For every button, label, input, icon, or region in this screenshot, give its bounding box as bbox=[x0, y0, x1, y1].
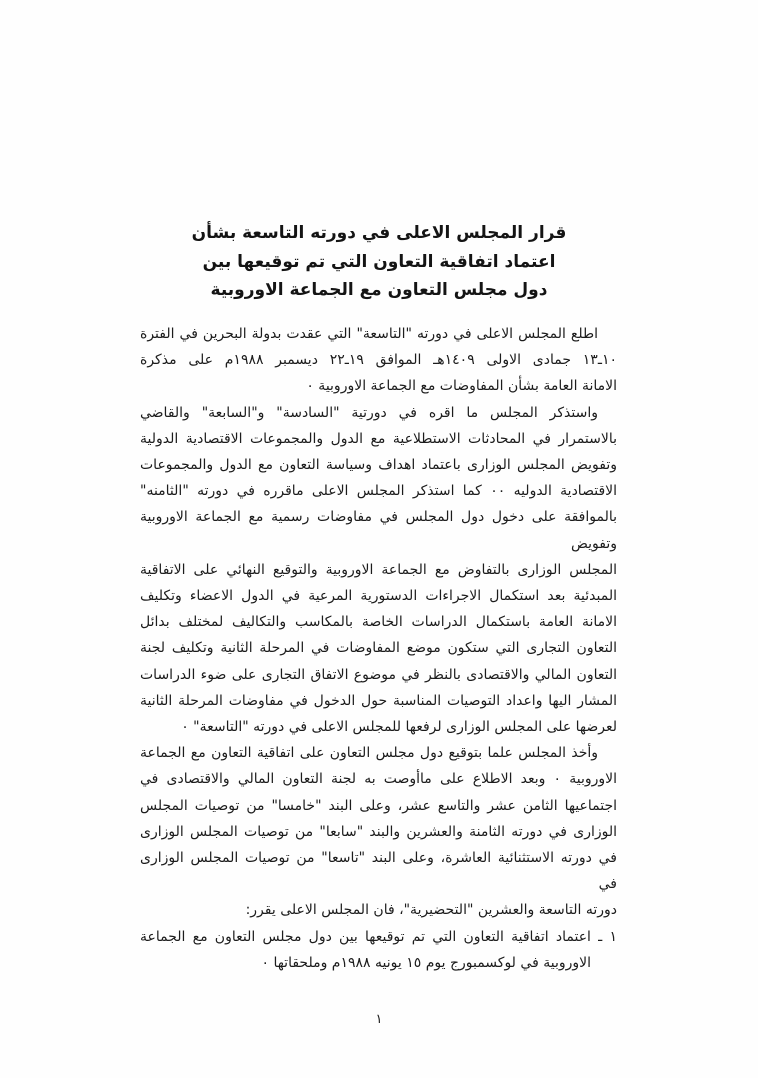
text-line: الاوروبية ٠ وبعد الاطلاع على ماأوصت به لجنة التعاون المالي والاقتصادى في bbox=[140, 771, 618, 788]
text-line: ١ ـ اعتماد اتفاقية التعاون التي تم توقيعها بين دول مجلس التعاون مع الجماعة bbox=[140, 928, 617, 945]
text-line: التعاون التجارى التي ستكون موضع المفاوضات في المرحلة الثانية وتكليف لجنة bbox=[140, 640, 617, 657]
text-line: الوزارى في دورته الثامنة والعشرين والبند "سابعا" من توصيات المجلس الوزارى bbox=[140, 823, 617, 840]
title-line-2: اعتماد اتفاقية التعاون التي تم توقيعها بين bbox=[202, 251, 556, 272]
title-line-1: قرار المجلس الاعلى في دورته التاسعة بشأن bbox=[191, 223, 567, 243]
text-line: اطلع المجلس الاعلى في دورته "التاسعة" التي عقدت بدولة البحرين في الفترة bbox=[140, 326, 598, 342]
text-line: المبدئية بعد استكمال الاجراءات الدستورية المرعية في الدول الاعضاء وتكليف bbox=[140, 588, 617, 605]
document-title bbox=[0, 219, 758, 305]
decision-item-1 bbox=[140, 924, 617, 976]
text-line: لعرضها على المجلس الوزارى لرفعها للمجلس الاعلى في دورته "التاسعة" ٠ bbox=[181, 719, 617, 736]
paragraph-opening bbox=[140, 321, 617, 400]
text-line: دورته التاسعة والعشرين "التحضيرية"، فان المجلس الاعلى يقرر: bbox=[245, 902, 617, 919]
text-line: في دورته الاستثنائية العاشرة، وعلى البند "تاسعا" من توصيات المجلس الوزارى في bbox=[140, 850, 617, 893]
text-line: الاوروبية في لوكسمبورج يوم ١٥ يونيه ١٩٨٨م وملحقاتها ٠ bbox=[261, 954, 591, 971]
text-line: بالموافقة على دخول دول المجلس في مفاوضات رسمية مع الجماعة الاوروبية وتفويض bbox=[140, 509, 617, 552]
text-line: ١٠ـ١٣ جمادى الاولى ١٤٠٩هـ الموافق ١٩ـ٢٢ ديسمبر ١٩٨٨م على مذكرة bbox=[140, 352, 617, 369]
title-line-3: دول مجلس التعاون مع الجماعة الاوروبية bbox=[210, 280, 548, 300]
document-body bbox=[140, 321, 617, 976]
page-number: ١ bbox=[375, 1012, 383, 1027]
text-line: التعاون المالي والاقتصادى بالنظر في موضوع الاتفاق التجارى على ضوء الدراسات bbox=[140, 666, 617, 683]
text-line: وتفويض المجلس الوزارى باعتماد اهداف وسياسة التعاون مع الدول والمجموعات bbox=[140, 457, 617, 474]
text-line: وأخذ المجلس علما بتوقيع دول مجلس التعاون على اتفاقية التعاون مع الجماعة bbox=[140, 745, 598, 762]
text-line: المشار اليها واعداد التوصيات المناسبة حول الدخول في مفاوضات المرحلة الثانية bbox=[140, 692, 617, 709]
text-line: واستذكر المجلس ما اقره في دورتية "السادسة" و"السابعة" والقاضي bbox=[140, 404, 598, 421]
paragraph-decision-preamble bbox=[140, 740, 617, 923]
text-line: الامانة العامة بشأن المفاوضات مع الجماعة الاوروبية ٠ bbox=[306, 378, 617, 395]
text-line: الاقتصادية الدوليه ٠٠ كما استذكر المجلس الاعلى ماقرره في دورته "الثامنه" bbox=[140, 483, 618, 500]
text-line: اجتماعيها الثامن عشر والتاسع عشر، وعلى البند "خامسا" من توصيات المجلس bbox=[140, 797, 617, 814]
paragraph-recollection bbox=[140, 400, 617, 741]
text-line: الامانة العامة باستكمال الدراسات الخاصة بالمكاسب والتكاليف لمختلف بدائل bbox=[140, 614, 617, 631]
text-line: بالاستمرار في المحادثات الاستطلاعية مع الدول والمجموعات الاقتصادية الدولية bbox=[140, 430, 617, 447]
text-line: المجلس الوزارى بالتفاوض مع الجماعة الاوروبية والتوقيع النهائي على الاتفاقية bbox=[140, 561, 617, 578]
